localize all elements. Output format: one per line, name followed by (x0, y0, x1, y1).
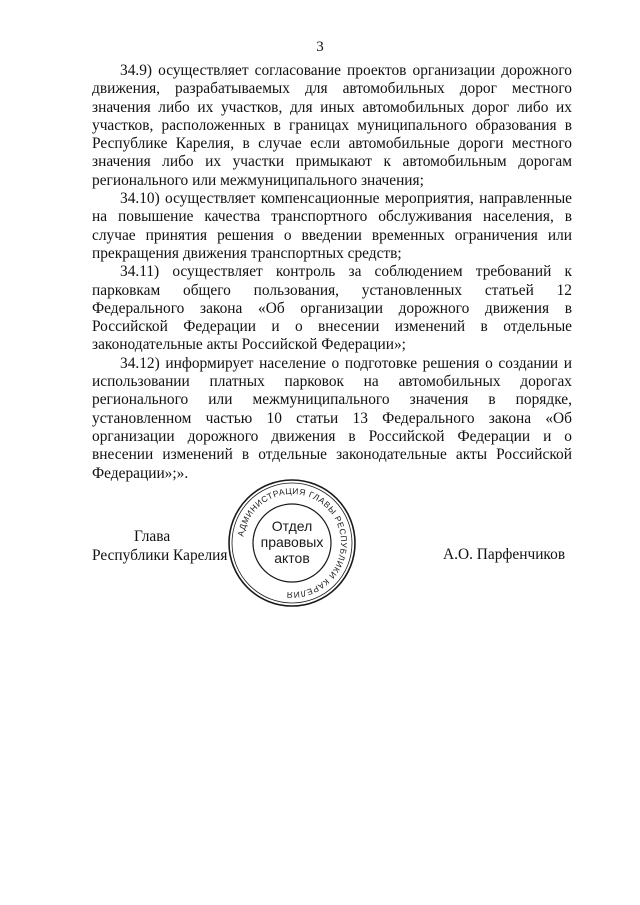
paragraph-34-11: 34.11) осуществляет контроль за соблюдением требований к парковкам общего пользования, установленных статьей 12 Федерального закона «Об организации дорожного движения в Российской Федерации и о внесении изменений в отдельные законодательные акты Российской Федерации»; (92, 263, 572, 354)
stamp-graphic (226, 477, 358, 609)
official-stamp (226, 477, 358, 609)
paragraph-34-9: 34.9) осуществляет согласование проектов организации дорожного движения, разрабатываемых для автомобильных дорог местного значения либо их участков, для иных автомобильных дорог либо их участков, расположенных в границах муниципального образования в Республике Карелия, в случае если автомобильные дороги местного значения либо их участки примыкают к автомобильным дорогам регионального или межмуниципального значения; (92, 62, 572, 189)
paragraph-34-12: 34.12) информирует население о подготовке решения о создании и использовании платных парковок на автомобильных дорогах регионального или межмуниципального значения в порядке, установленном частью 10 статьи 13 Федерального закона «Об организации дорожного движения в Российской Федерации и о внесении изменений в отдельные законодательные акты Российской Федерации»;». (92, 354, 572, 482)
signature-role-title: Глава (134, 528, 171, 545)
signatory-name: А.О. Парфенчиков (443, 546, 566, 563)
stamp-ring-text: АДМИНИСТРАЦИЯ ГЛАВЫ РЕСПУБЛИКИ КАРЕЛИЯ (235, 485, 350, 601)
document-body (92, 62, 572, 483)
page-number: 3 (316, 39, 324, 55)
paragraph-34-10: 34.10) осуществляет компенсационные мероприятия, направленные на повышение качества транспортного обслуживания населения, в случае принятия решения о введении временных ограничения или прекращения движения транспортных средств; (92, 190, 572, 262)
signature-role (92, 528, 227, 565)
signature-role-region: Республики Карелия (92, 546, 228, 564)
stamp-center-line3: актов (274, 550, 310, 566)
stamp-center-line1: Отдел (271, 518, 313, 534)
stamp-center-line2: правовых (260, 534, 324, 550)
